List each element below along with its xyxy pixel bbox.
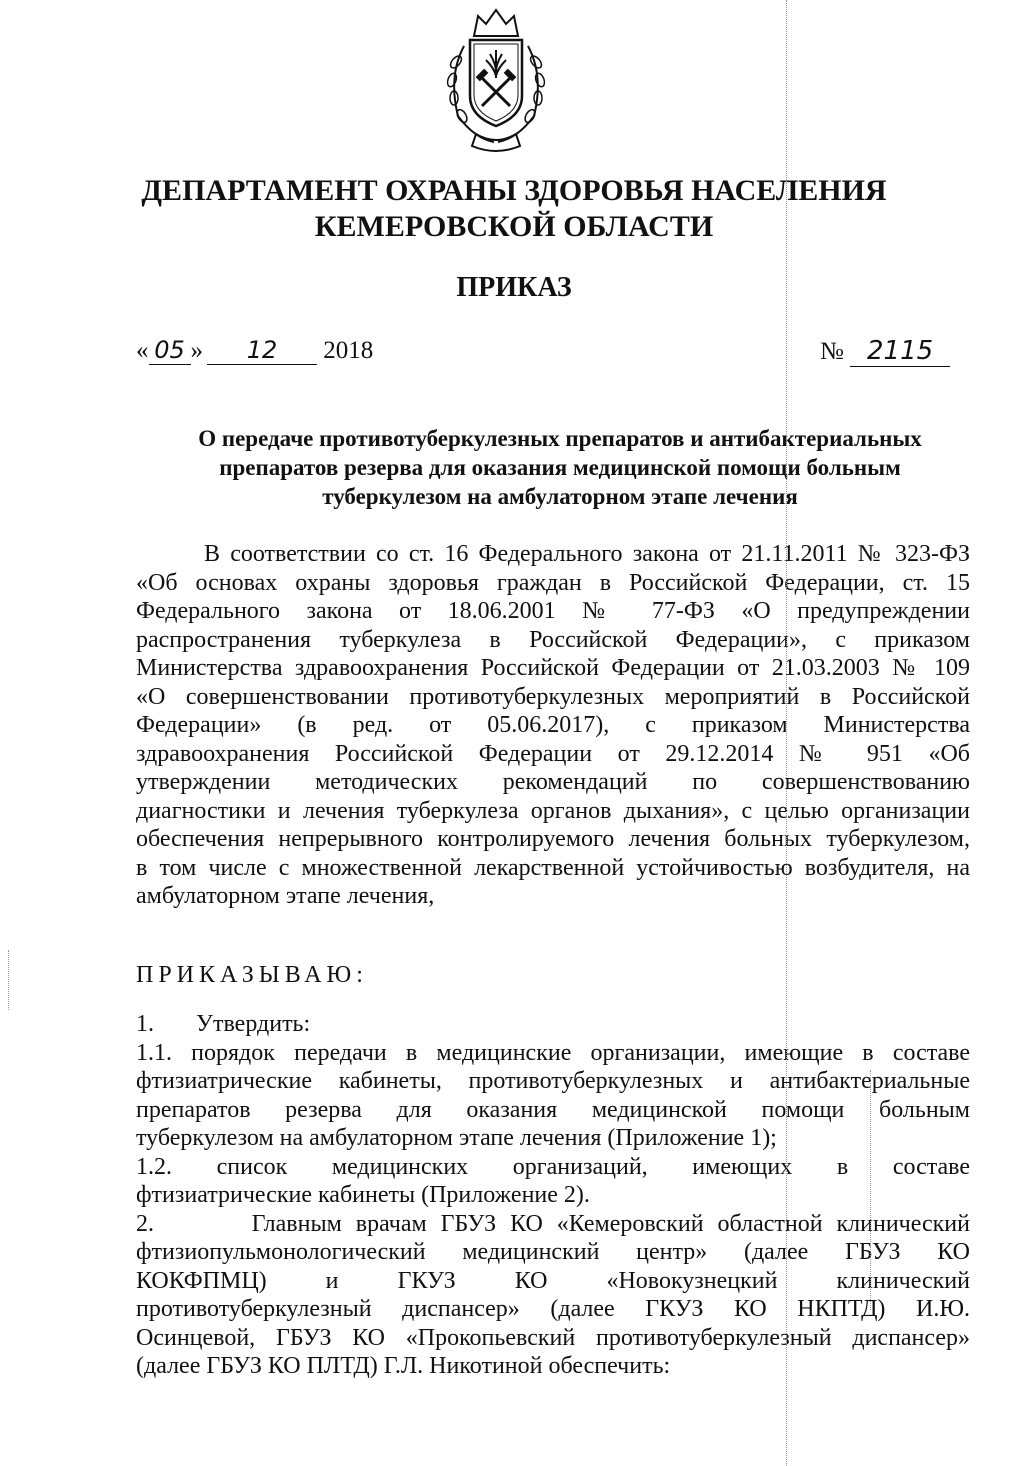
order-item-line: фтизиатрические кабинеты, противотуберкулезных и антибактериальные	[136, 1068, 970, 1094]
preamble-line: Министерства здравоохранения Российской Федерации от 21.03.2003 № 109	[136, 655, 970, 681]
date-year: 2018	[323, 337, 374, 364]
preamble-line: Федерации» (в ред. от 05.06.2017), с приказом Министерства	[136, 712, 970, 738]
subject-line: туберкулезом на амбулаторном этапе лечения	[322, 484, 798, 509]
subject-line: О передаче противотуберкулезных препаратов и антибактериальных	[198, 426, 922, 451]
date-month-handwritten: 12	[207, 336, 317, 365]
order-keyword: ПРИКАЗЫВАЮ:	[136, 962, 368, 988]
preamble-line: распространения туберкулеза в Российской Федерации», с приказом	[136, 626, 970, 653]
scan-fold-line	[786, 0, 787, 1466]
preamble-line: обеспечения непрерывного контролируемого лечения больных туберкулезом,	[136, 826, 970, 852]
order-item-line: противотуберкулезный диспансер» (далее ГКУЗ КО НКПТД) И.Ю.	[136, 1296, 970, 1322]
preamble-line: диагностики и лечения туберкулеза органов дыхания», с целью организации	[136, 797, 970, 824]
order-item-line: 1.2. список медицинских организаций, имеющих в составе	[136, 1153, 970, 1180]
date-close-quote: »	[190, 337, 203, 364]
document-type-title: ПРИКАЗ	[456, 272, 572, 303]
preamble-line: «Об основах охраны здоровья граждан в Российской Федерации, ст. 15	[136, 569, 970, 596]
number-label: №	[820, 338, 844, 365]
order-items	[136, 1010, 970, 1381]
order-number	[820, 336, 950, 367]
scan-edge-mark	[8, 950, 9, 1010]
preamble-line: «О совершенствовании противотуберкулезных мероприятий в Российской	[136, 683, 970, 710]
preamble-line: утверждении методических рекомендаций по совершенствованию	[136, 769, 970, 795]
scan-fold-line	[870, 1070, 871, 1310]
number-handwritten: 2115	[850, 336, 950, 367]
order-item-line: 1.1. порядок передачи в медицинские организации, имеющие в составе	[136, 1039, 970, 1066]
preamble-line: здравоохранения Российской Федерации от 29.12.2014 № 951 «Об	[136, 740, 970, 767]
preamble-paragraph	[136, 540, 970, 911]
order-item-line: 1. Утвердить:	[136, 1011, 311, 1037]
preamble-line: в том числе с множественной лекарственной устойчивостью возбудителя, на	[136, 854, 970, 881]
date-open-quote: «	[136, 337, 149, 364]
order-subject	[120, 424, 1000, 511]
order-item-line: туберкулезом на амбулаторном этапе лечения (Приложение 1);	[136, 1125, 777, 1151]
order-item-line: фтизиатрические кабинеты (Приложение 2).	[136, 1182, 590, 1208]
order-item-line: Осинцевой, ГБУЗ КО «Прокопьевский противотуберкулезный диспансер»	[136, 1324, 970, 1351]
order-item-line: 2. Главным врачам ГБУЗ КО «Кемеровский областной клинический	[136, 1210, 970, 1237]
order-item-line: КОКФПМЦ) и ГКУЗ КО «Новокузнецкий клинический	[136, 1267, 970, 1294]
coat-of-arms-emblem	[434, 6, 558, 156]
order-item-line: фтизиопульмонологический медицинский центр» (далее ГБУЗ КО	[136, 1239, 970, 1265]
order-item-line: препаратов резерва для оказания медицинской помощи больным	[136, 1096, 970, 1123]
preamble-line: Федерального закона от 18.06.2001 № 77-ФЗ «О предупреждении	[136, 598, 970, 624]
preamble-line: амбулаторном этапе лечения,	[136, 883, 435, 909]
department-name-line2: КЕМЕРОВСКОЙ ОБЛАСТИ	[314, 210, 714, 243]
order-item-line: (далее ГБУЗ КО ПЛТД) Г.Л. Никотиной обеспечить:	[136, 1353, 671, 1379]
preamble-line: В соответствии со ст. 16 Федерального закона от 21.11.2011 № 323-ФЗ	[204, 541, 970, 567]
department-name-line1: ДЕПАРТАМЕНТ ОХРАНЫ ЗДОРОВЬЯ НАСЕЛЕНИЯ	[141, 174, 887, 207]
order-date	[136, 336, 373, 365]
date-day-handwritten: 05	[149, 336, 191, 365]
subject-line: препаратов резерва для оказания медицинской помощи больным	[219, 455, 901, 480]
